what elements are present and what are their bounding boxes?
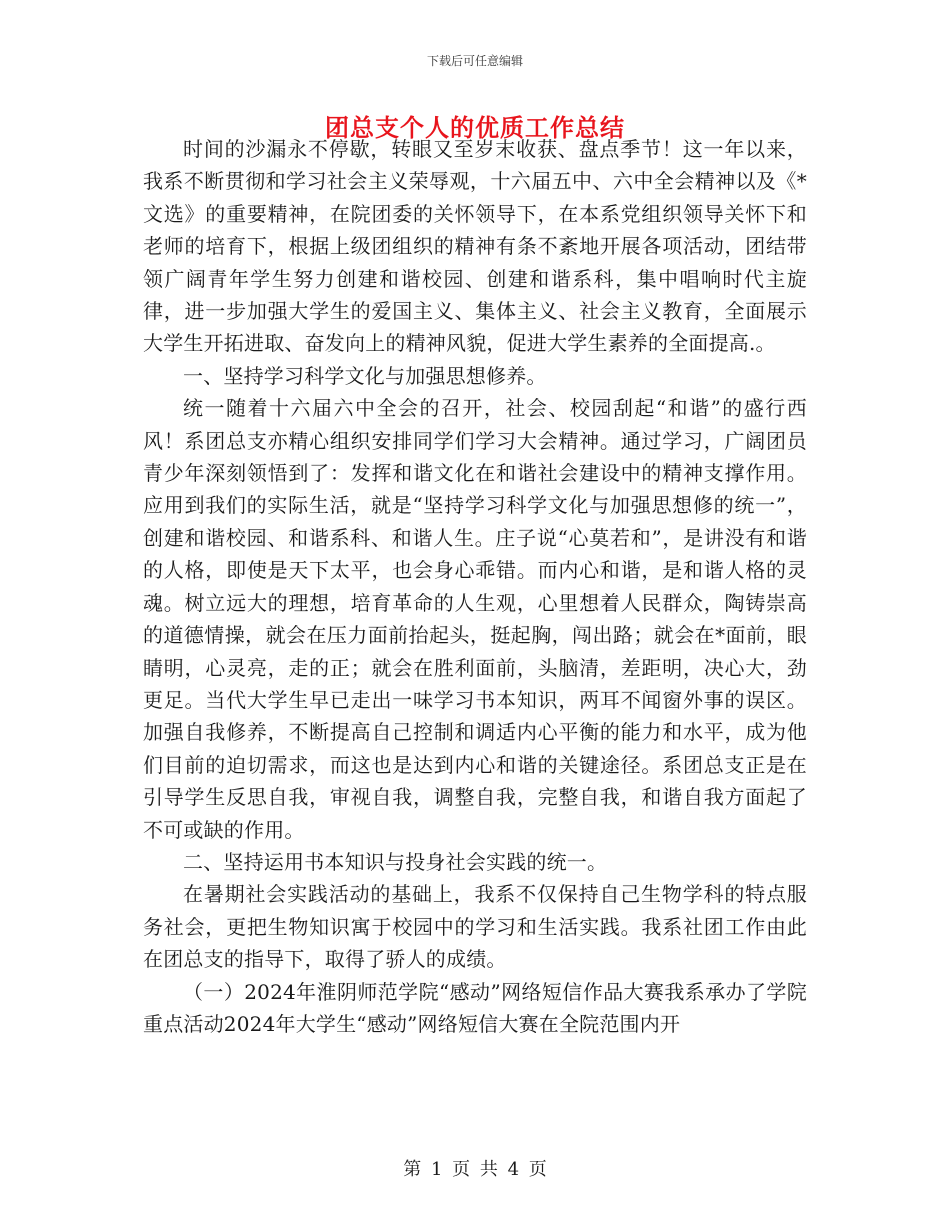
section-heading-2: 二、坚持运用书本知识与投身社会实践的统一。	[183, 849, 608, 874]
page-number: 第 1 页 共 4 页	[403, 1159, 547, 1180]
document-body	[143, 133, 807, 1040]
paragraph-section-1: 统一随着十六届六中全会的召开，社会、校园刮起“和谐”的盛行西风！系团总支亦精心组织安排同学们学习大会精神。通过学习，广阔团员青少年深刻领悟到了：发挥和谐文化在和谐社会建设中的精神支撑作用。应用到我们的实际生活，就是“坚持学习科学文化与加强思想修的统一”，创建和谐校园、和谐系科、和谐人生。庄子说“心莫若和”，是讲没有和谐的人格，即使是天下太平，也会身心乖错。而内心和谐，是和谐人格的灵魂。树立远大的理想，培育革命的人生观，心里想着人民群众，陶铸崇高的道德情操，就会在压力面前抬起头，挺起胸，闯出路；就会在*面前，眼睛明，心灵亮，走的正；就会在胜利面前，头脑清，差距明，决心大，劲更足。当代大学生早已走出一味学习书本知识，两耳不闻窗外事的误区。加强自我修养，不断提高自己控制和调适内心平衡的能力和水平，成为他们目前的迫切需求，而这也是达到内心和谐的关键途径。系团总支正是在引导学生反思自我，审视自我，调整自我，完整自我，和谐自我方面起了不可或缺的作用。	[143, 396, 807, 842]
paragraph-subsection-1: （一）2024年淮阴师范学院“感动”网络短信作品大赛我系承办了学院重点活动2024年大学生“感动”网络短信大赛在全院范围内开	[143, 979, 807, 1036]
document-title: 团总支个人的优质工作总结	[325, 113, 625, 142]
page-header-note: 下载后可任意编辑	[426, 54, 523, 68]
paragraph-section-2: 在暑期社会实践活动的基础上，我系不仅保持自己生物学科的特点服务社会，更把生物知识寓于校园中的学习和生活实践。我系社团工作由此在团总支的指导下，取得了骄人的成绩。	[143, 882, 807, 972]
paragraph-intro: 时间的沙漏永不停歇，转眼又至岁末收获、盘点季节！这一年以来，我系不断贯彻和学习社会主义荣辱观，十六届五中、六中全会精神以及《*文选》的重要精神，在院团委的关怀领导下，在本系党组织领导关怀下和老师的培育下，根据上级团组织的精神有条不紊地开展各项活动，团结带领广阔青年学生努力创建和谐校园、创建和谐系科，集中唱响时代主旋律，进一步加强大学生的爱国主义、集体主义、社会主义教育，全面展示大学生开拓进取、奋发向上的精神风貌，促进大学生素养的全面提高.。	[143, 137, 807, 356]
section-heading-1: 一、坚持学习科学文化与加强思想修养。	[183, 363, 547, 388]
